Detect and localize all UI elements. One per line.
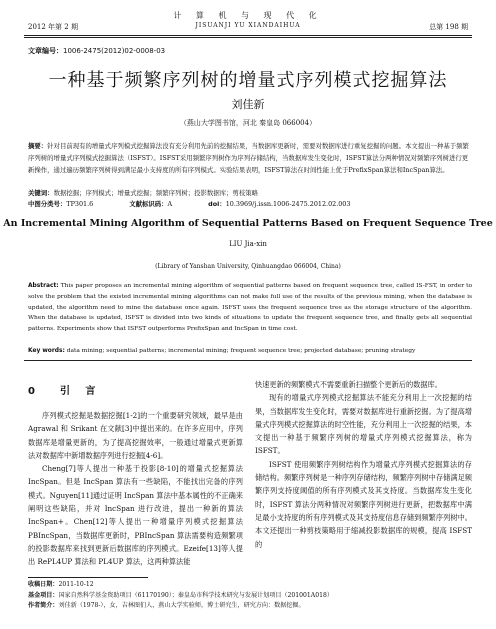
- keywords-zh-label: 关键词：: [28, 189, 54, 197]
- clc-number: [28, 199, 93, 208]
- keywords-zh-text: 数据挖掘；序列模式；增量式挖掘；频繁序列树；投影数据库；剪枝策略: [53, 189, 259, 197]
- section-number: 0: [28, 386, 41, 397]
- bio-value: 刘佳新（1978-），女，吉林图们人，燕山大学实验师，博士研究生，研究方向：数据挖掘。: [58, 602, 305, 609]
- fund-label: 基金项目：: [28, 591, 59, 599]
- body-paragraph: 快速更新的频繁模式不需要重新扫描整个更新后的数据库。: [255, 380, 442, 389]
- keywords-en: [28, 346, 472, 356]
- clc-label: 中图分类号：: [28, 200, 67, 208]
- affiliation-zh: （燕山大学图书馆，河北 秦皇岛 066004）: [179, 119, 317, 127]
- bio-label: 作者简介：: [28, 602, 59, 609]
- doc-code-label: 文献标识码：: [129, 200, 168, 208]
- article-number-label: 文章编号：: [28, 47, 63, 55]
- title-zh: 一种基于频繁序列树的增量式序列模式挖掘算法: [48, 70, 448, 91]
- total-issue-label: 总第 198 期: [429, 23, 468, 31]
- abstract-en: [28, 281, 472, 335]
- abstract-zh: [28, 140, 472, 176]
- right-column: [255, 378, 472, 551]
- keywords-en-text: data mining; sequential patterns; incremental mining; frequent sequence tree; projected database; pruning strategy: [66, 348, 416, 354]
- journal-name: [0, 10, 496, 29]
- received-label: 收稿日期：: [28, 581, 59, 588]
- article-number: [28, 46, 165, 56]
- author-zh: 刘佳新: [231, 98, 265, 111]
- clc-value: TP301.6: [66, 200, 94, 208]
- header-rule-thin: [24, 37, 472, 38]
- doi: [208, 199, 350, 208]
- fund-info: [28, 591, 472, 602]
- footnotes: [28, 580, 472, 612]
- abstract-zh-label: 摘要：: [28, 142, 48, 150]
- body-paragraph: 序列模式挖掘是数据挖掘[1-2]的一个重要研究领域，最早是由 Agrawal 和 Srikant 在文献[3]中提出来的。在许多应用中，序列数据库是增量更新的，为了提高挖掘效率，一般通过增量式更新算法对数据库中新增数据序列进行挖掘[4-6]。: [28, 411, 243, 460]
- issue-label: 2012 年第 2 期: [28, 23, 78, 31]
- keywords-zh: [28, 188, 472, 198]
- keywords-en-label: Key words:: [28, 348, 65, 354]
- doc-code-value: A: [167, 200, 173, 208]
- title-en: An Incremental Mining Algorithm of Sequential Patterns Based on Frequent Sequence Tree: [3, 218, 493, 229]
- abstract-zh-text: 针对目前现有的增量式序列模式挖掘算法没有充分利用先前的挖掘结果，当数据库更新时，需要对数据库进行重复挖掘的问题。本文提出一种基于频繁序列树的增量式序列模式挖掘算法（ISFST）。ISFST采用频繁序列树作为序列存储结构，当数据库发生变化时，ISFST算法分两种情况对频繁序列树进行更新操作，通过遍历频繁序列树得到满足最小支持度的所有序列模式。实验结果表明，ISFST算法在时间性能上优于PrefixSpan算法和IncSpan算法。: [28, 142, 469, 174]
- running-header: [0, 10, 496, 40]
- footnote-rule: [28, 577, 148, 578]
- header-rule: [24, 35, 472, 36]
- doc-code: [129, 199, 172, 208]
- affiliation-en: (Library of Yanshan University, Qinhuangdao 066004, China): [155, 263, 341, 270]
- fund-value: 国家自然科学基金资助项目（61170190）；秦皇岛市科学技术研究与发展计划项目（201001A018）: [58, 591, 333, 599]
- journal-name-zh: 计 算 机 与 现 代 化: [173, 11, 323, 20]
- abstract-en-text: This paper proposes an incremental mining algorithm of sequential patterns based on frequent sequence tree, called IS-FST, in order to solve the problem that the existed incremental mining algorithms can not make full use of the results of the previous mining, when the database is updated, the algorithm need to mine the database once again. ISFST uses the frequent sequence tree as the storage structure of the algorithm. When the database is updated, ISFST is divided into two kinds of situations to update the frequent sequence tree, and finally gets all sequential patterns. Experiments show that ISFST outperforms PrefixSpan and IncSpan in time cost.: [28, 283, 472, 333]
- abstract-en-label: Abstract:: [28, 283, 59, 289]
- section-heading: [28, 382, 243, 397]
- received-date: [28, 580, 472, 591]
- doi-label: doi：: [208, 200, 226, 208]
- body-paragraph: Cheng[7]等人提出一种基于投影[8-10]的增量式挖掘算法 IncSpan。但是 IncSpan 算法有一些缺陷，不能找出完备的序列模式。Nguyen[11]通过证明 IncSpan 算法中基本属性的不正确来阐明这些缺陷，并对 IncSpan 进行改进，提出一种新的算法 IncSpan+。Chen[12]等人提出一种增量序列模式挖掘算法 PBIncSpan，当数据库更新时，PBIncSpan 算法需要构造频繁项的投影数据库来找到更新后数据库的序列模式。Ezeife[13]等人提出 RePL4UP 算法和 PL4UP 算法，这两种算法能: [28, 464, 243, 567]
- classification-row: [28, 199, 472, 208]
- body-paragraph: ISFST 使用频繁序列树结构作为增量式序列模式挖掘算法的存储结构。频繁序列树是一种序列存储结构，频繁序列树中存储满足频繁序列支持度阈值的所有序列模式及其支持度。当数据库发生变化时，ISFST 算法分两种情况对频繁序列树进行更新，把数据库中满足最小支持度的所有序列模式及其支持度信息存储到频繁序列树中。本文还提出一种剪枝策略用于缩减投影数据库的规模，提高 ISFST 的: [255, 459, 472, 549]
- author-bio: [28, 601, 472, 612]
- received-value: 2011-10-12: [58, 581, 94, 588]
- body-paragraph: 现有的增量式序列模式挖掘算法不能充分利用上一次挖掘的结果，当数据库发生变化时，需要对数据库进行重新挖掘。为了提高增量式序列模式挖掘算法的时空性能，充分利用上一次挖掘的结果，本文提出一种基于频繁序列树的增量式序列模式挖掘算法，称为 ISFST。: [255, 393, 472, 456]
- section-title: 引 言: [59, 386, 102, 397]
- article-number-value: 1006-2475(2012)02-0008-03: [63, 47, 166, 55]
- journal-name-en: JISUANJI YU XIANDAIHUA: [195, 22, 301, 29]
- abstract-divider: [24, 360, 472, 361]
- author-en: LIU Jia-xin: [229, 240, 267, 248]
- doi-value: 10.3969/j.issn.1006-2475.2012.02.003: [225, 200, 351, 208]
- left-column: [28, 380, 243, 569]
